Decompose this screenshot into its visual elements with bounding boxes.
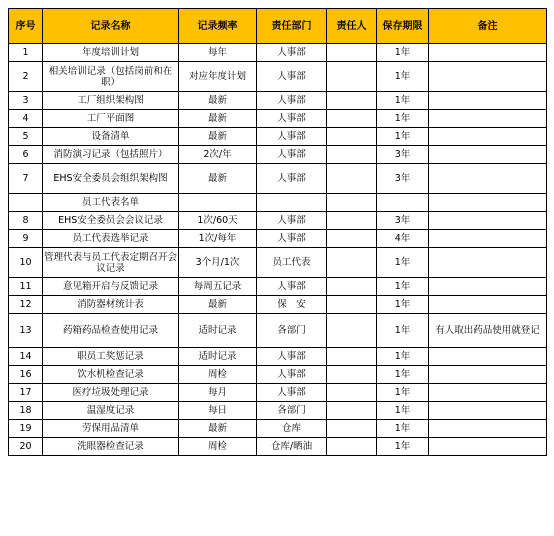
cell-frequency: 每周五记录 (179, 278, 257, 296)
cell-department: 人事部 (257, 164, 327, 194)
table-row (9, 194, 547, 212)
cell-note (429, 278, 547, 296)
cell-frequency: 最新 (179, 92, 257, 110)
cell-retention: 1年 (377, 92, 429, 110)
cell-frequency: 最新 (179, 128, 257, 146)
cell-person (327, 384, 377, 402)
table-row (9, 348, 547, 366)
cell-record-name: 员工代表名单 (43, 194, 179, 212)
cell-retention: 1年 (377, 62, 429, 92)
cell-frequency: 3个月/1次 (179, 248, 257, 278)
cell-no: 7 (9, 164, 43, 194)
cell-frequency (179, 194, 257, 212)
cell-retention: 1年 (377, 248, 429, 278)
cell-department: 人事部 (257, 44, 327, 62)
cell-department: 人事部 (257, 384, 327, 402)
cell-frequency: 1次/60天 (179, 212, 257, 230)
cell-frequency: 1次/每年 (179, 230, 257, 248)
cell-retention: 1年 (377, 402, 429, 420)
cell-no (9, 194, 43, 212)
cell-department: 人事部 (257, 348, 327, 366)
table-row (9, 384, 547, 402)
cell-retention: 3年 (377, 146, 429, 164)
cell-person (327, 366, 377, 384)
cell-retention: 1年 (377, 420, 429, 438)
table-row (9, 438, 547, 456)
cell-record-name: 相关培训记录（包括岗前和在职） (43, 62, 179, 92)
table-row (9, 44, 547, 62)
cell-note (429, 128, 547, 146)
table-row (9, 110, 547, 128)
cell-note (429, 92, 547, 110)
cell-no: 1 (9, 44, 43, 62)
table-row (9, 420, 547, 438)
header-row (9, 9, 547, 44)
table-row (9, 230, 547, 248)
cell-record-name: 员工代表选举记录 (43, 230, 179, 248)
cell-person (327, 62, 377, 92)
cell-no: 13 (9, 314, 43, 348)
cell-no: 11 (9, 278, 43, 296)
cell-record-name: 设备清单 (43, 128, 179, 146)
table-row (9, 212, 547, 230)
cell-note (429, 402, 547, 420)
cell-no: 19 (9, 420, 43, 438)
cell-record-name: 药箱药品检查使用记录 (43, 314, 179, 348)
cell-record-name: 管理代表与员工代表定期召开会议记录 (43, 248, 179, 278)
cell-note (429, 348, 547, 366)
cell-retention: 3年 (377, 212, 429, 230)
header-cell-department: 责任部门 (257, 9, 327, 44)
header-cell-frequency: 记录频率 (179, 9, 257, 44)
cell-person (327, 438, 377, 456)
cell-note (429, 296, 547, 314)
cell-record-name: 意见箱开启与反馈记录 (43, 278, 179, 296)
cell-record-name: 劳保用品清单 (43, 420, 179, 438)
cell-record-name: 消防演习记录（包括照片） (43, 146, 179, 164)
cell-no: 9 (9, 230, 43, 248)
cell-retention: 1年 (377, 314, 429, 348)
cell-department: 人事部 (257, 62, 327, 92)
cell-person (327, 194, 377, 212)
header-cell-name: 记录名称 (43, 9, 179, 44)
cell-no: 2 (9, 62, 43, 92)
table-row (9, 296, 547, 314)
cell-note (429, 62, 547, 92)
cell-department (257, 194, 327, 212)
cell-retention: 1年 (377, 128, 429, 146)
cell-note: 有人取出药品使用就登记 (429, 314, 547, 348)
cell-person (327, 314, 377, 348)
cell-record-name: 饮水机检查记录 (43, 366, 179, 384)
header-cell-note: 备注 (429, 9, 547, 44)
cell-retention: 3年 (377, 164, 429, 194)
cell-retention: 1年 (377, 296, 429, 314)
cell-note (429, 230, 547, 248)
cell-person (327, 278, 377, 296)
cell-department: 人事部 (257, 110, 327, 128)
records-body (9, 44, 547, 456)
cell-retention: 1年 (377, 384, 429, 402)
table-row (9, 128, 547, 146)
cell-frequency: 最新 (179, 420, 257, 438)
cell-retention: 1年 (377, 438, 429, 456)
cell-no: 18 (9, 402, 43, 420)
cell-retention (377, 194, 429, 212)
cell-retention: 1年 (377, 278, 429, 296)
cell-department: 人事部 (257, 146, 327, 164)
cell-department: 员工代表 (257, 248, 327, 278)
cell-retention: 4年 (377, 230, 429, 248)
cell-no: 6 (9, 146, 43, 164)
cell-person (327, 164, 377, 194)
cell-frequency: 每月 (179, 384, 257, 402)
cell-department: 人事部 (257, 212, 327, 230)
cell-department: 保 安 (257, 296, 327, 314)
cell-person (327, 402, 377, 420)
cell-no: 16 (9, 366, 43, 384)
cell-no: 4 (9, 110, 43, 128)
cell-frequency: 适时记录 (179, 314, 257, 348)
cell-record-name: 洗眼器检查记录 (43, 438, 179, 456)
cell-no: 14 (9, 348, 43, 366)
table-row (9, 366, 547, 384)
table-row (9, 62, 547, 92)
cell-note (429, 212, 547, 230)
cell-department: 人事部 (257, 366, 327, 384)
cell-frequency: 每日 (179, 402, 257, 420)
cell-department: 人事部 (257, 92, 327, 110)
cell-person (327, 44, 377, 62)
table-row (9, 146, 547, 164)
cell-note (429, 438, 547, 456)
table-row (9, 164, 547, 194)
cell-note (429, 44, 547, 62)
cell-record-name: 工厂组织架构图 (43, 92, 179, 110)
cell-record-name: 消防器材统计表 (43, 296, 179, 314)
cell-no: 12 (9, 296, 43, 314)
cell-no: 5 (9, 128, 43, 146)
cell-retention: 1年 (377, 44, 429, 62)
cell-retention: 1年 (377, 110, 429, 128)
table-row (9, 92, 547, 110)
cell-note (429, 420, 547, 438)
cell-no: 20 (9, 438, 43, 456)
cell-note (429, 248, 547, 278)
cell-person (327, 296, 377, 314)
cell-frequency: 每年 (179, 44, 257, 62)
cell-department: 仓库 (257, 420, 327, 438)
cell-frequency: 适时记录 (179, 348, 257, 366)
cell-record-name: 温湿度记录 (43, 402, 179, 420)
table-row (9, 278, 547, 296)
cell-person (327, 128, 377, 146)
cell-department: 人事部 (257, 230, 327, 248)
cell-no: 10 (9, 248, 43, 278)
cell-note (429, 110, 547, 128)
cell-record-name: 工厂平面图 (43, 110, 179, 128)
table-row (9, 314, 547, 348)
cell-department: 各部门 (257, 402, 327, 420)
cell-frequency: 最新 (179, 296, 257, 314)
cell-person (327, 348, 377, 366)
cell-record-name: 医疗垃圾处理记录 (43, 384, 179, 402)
cell-frequency: 2次/年 (179, 146, 257, 164)
cell-department: 各部门 (257, 314, 327, 348)
cell-record-name: EHS安全委员会组织架构图 (43, 164, 179, 194)
header-cell-no: 序号 (9, 9, 43, 44)
cell-person (327, 230, 377, 248)
records-table (8, 8, 547, 456)
cell-no: 3 (9, 92, 43, 110)
cell-frequency: 周检 (179, 366, 257, 384)
cell-frequency: 周检 (179, 438, 257, 456)
cell-person (327, 420, 377, 438)
cell-retention: 1年 (377, 348, 429, 366)
cell-person (327, 248, 377, 278)
cell-frequency: 最新 (179, 164, 257, 194)
cell-no: 17 (9, 384, 43, 402)
cell-person (327, 110, 377, 128)
header-cell-retention: 保存期限 (377, 9, 429, 44)
cell-person (327, 146, 377, 164)
cell-frequency: 对应年度计划 (179, 62, 257, 92)
header-cell-person: 责任人 (327, 9, 377, 44)
cell-note (429, 366, 547, 384)
cell-note (429, 146, 547, 164)
cell-note (429, 194, 547, 212)
cell-department: 仓库/晒油 (257, 438, 327, 456)
table-row (9, 402, 547, 420)
cell-person (327, 212, 377, 230)
table-row (9, 248, 547, 278)
cell-department: 人事部 (257, 278, 327, 296)
cell-record-name: 职员工奖惩记录 (43, 348, 179, 366)
cell-note (429, 384, 547, 402)
cell-frequency: 最新 (179, 110, 257, 128)
cell-no: 8 (9, 212, 43, 230)
cell-person (327, 92, 377, 110)
cell-note (429, 164, 547, 194)
cell-record-name: EHS安全委员会会议记录 (43, 212, 179, 230)
cell-retention: 1年 (377, 366, 429, 384)
cell-record-name: 年度培训计划 (43, 44, 179, 62)
cell-department: 人事部 (257, 128, 327, 146)
